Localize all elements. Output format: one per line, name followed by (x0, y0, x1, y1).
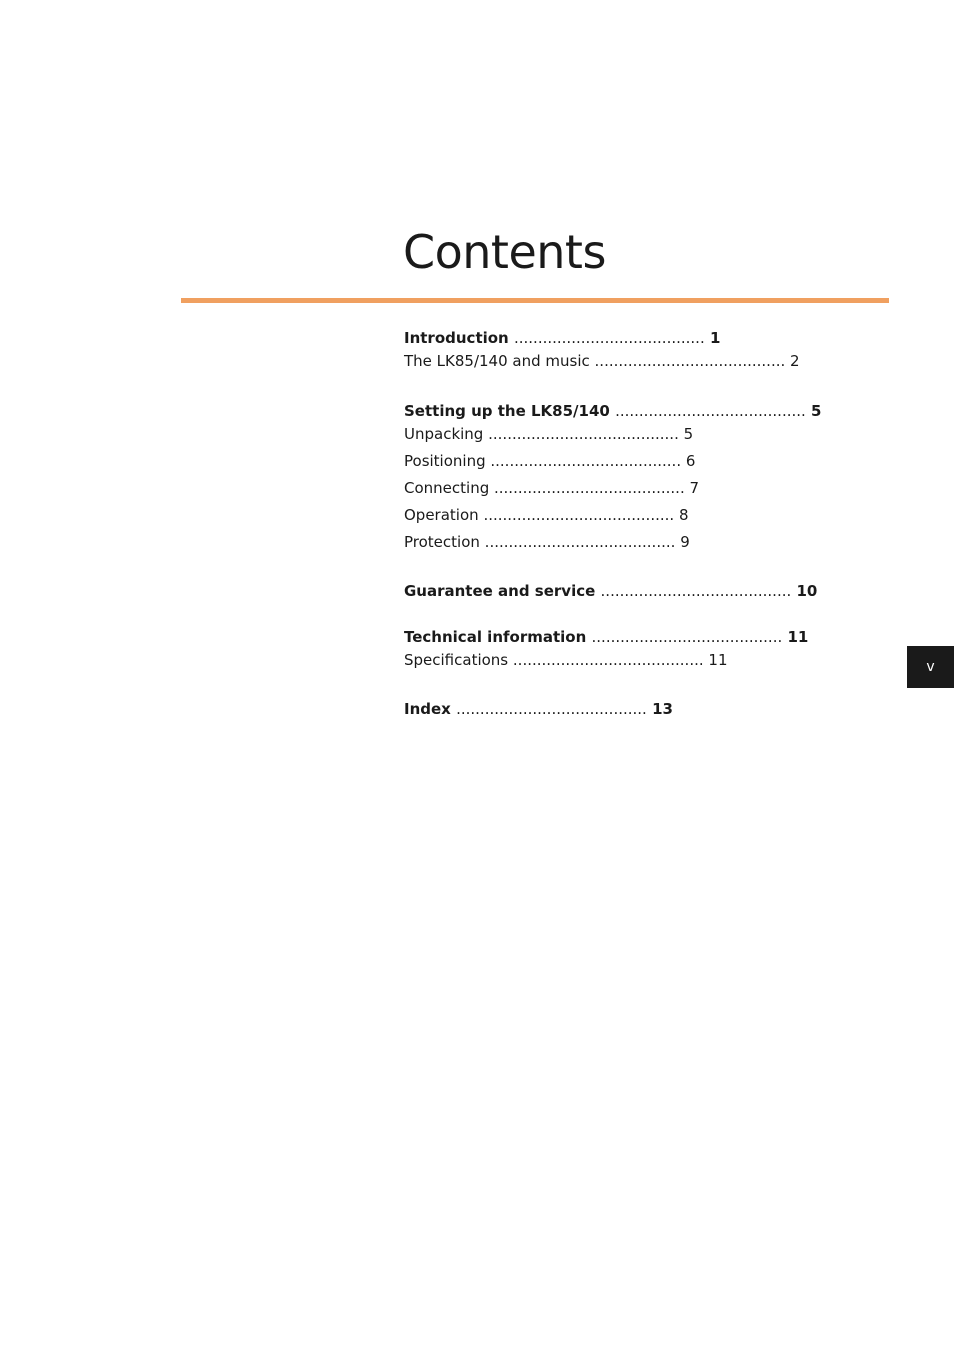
toc-label: Positioning (404, 452, 491, 470)
toc-page-number: 6 (685, 452, 696, 470)
toc-leader-dots: ........................................ (615, 402, 806, 420)
title-divider (181, 298, 889, 303)
toc-label: Setting up the LK85/140 (404, 402, 610, 420)
toc-entry-specifications[interactable] (404, 650, 728, 670)
toc-page-number: 8 (678, 506, 689, 524)
toc-leader-dots: ........................................ (456, 700, 647, 718)
page-number-tab: v (907, 646, 954, 688)
toc-entry-guarantee[interactable] (404, 581, 817, 601)
toc-leader-dots: ........................................ (513, 329, 705, 347)
toc-entry-index[interactable] (404, 699, 673, 719)
toc-entry-setting-up[interactable] (404, 401, 821, 421)
toc-label: Connecting (404, 479, 490, 497)
toc-page-number: 10 (796, 582, 818, 600)
toc-leader-dots: ........................................ (484, 533, 676, 551)
toc-leader-dots: ........................................ (600, 582, 792, 600)
toc-label: Index (404, 700, 451, 718)
toc-leader-dots: ........................................ (591, 628, 783, 646)
toc-leader-dots: ........................................ (483, 506, 675, 524)
toc-entry-connecting[interactable] (404, 478, 699, 498)
toc-label: Operation (404, 506, 479, 524)
toc-entry-unpacking[interactable] (404, 424, 693, 444)
toc-label: Technical information (404, 628, 587, 646)
toc-leader-dots: ........................................ (512, 651, 704, 669)
toc-page-number: 13 (652, 700, 673, 718)
toc-leader-dots: ........................................ (494, 479, 685, 497)
toc-entry-operation[interactable] (404, 505, 689, 525)
toc-leader-dots: ........................................ (488, 425, 679, 443)
toc-entry-technical[interactable] (404, 627, 808, 647)
toc-page-number: 9 (680, 533, 690, 551)
toc-label: Unpacking (404, 425, 484, 443)
toc-label: Specifications (404, 651, 509, 669)
toc-page-number: 5 (811, 402, 822, 420)
toc-label: The LK85/140 and music (404, 352, 590, 370)
toc-leader-dots: ........................................ (594, 352, 786, 370)
toc-leader-dots: ........................................ (490, 452, 682, 470)
toc-page-number: 1 (709, 329, 721, 347)
toc-entry-introduction[interactable] (404, 328, 720, 348)
toc-entry-positioning[interactable] (404, 451, 695, 471)
toc-entry-lk-music[interactable] (404, 351, 800, 371)
toc-page-number: 11 (787, 628, 809, 646)
toc-label: Guarantee and service (404, 582, 596, 600)
toc-page-number: 11 (708, 651, 728, 669)
toc-entry-protection[interactable] (404, 532, 690, 552)
toc-page-number: 5 (683, 425, 694, 443)
toc-label: Protection (404, 533, 480, 551)
page-title: Contents (403, 225, 606, 279)
toc-page-number: 7 (689, 479, 700, 497)
toc-label: Introduction (404, 329, 509, 347)
toc-page-number: 2 (790, 352, 800, 370)
